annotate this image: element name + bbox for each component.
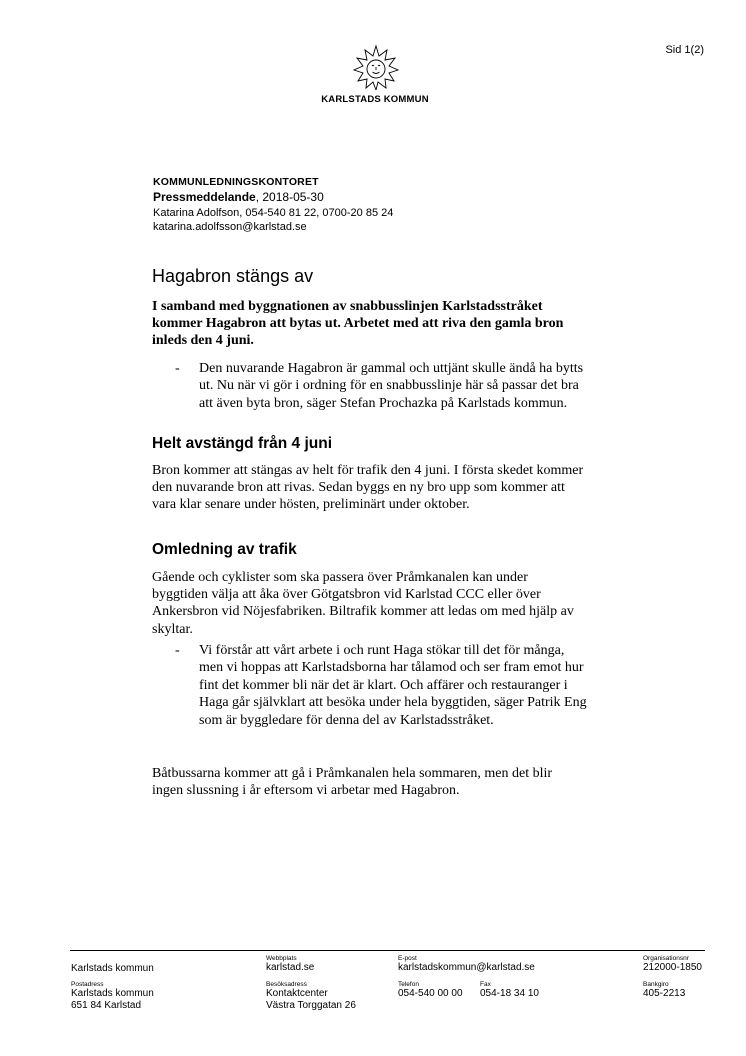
section-paragraph <box>152 462 642 514</box>
phone-value: 054-540 00 00 <box>398 988 463 999</box>
bankgiro-value: 405-2213 <box>643 988 686 999</box>
email-label: E-post <box>398 955 417 962</box>
phone-label: Telefon <box>398 981 419 988</box>
doc-type: Pressmeddelande <box>153 190 256 204</box>
fax-label: Fax <box>480 981 491 988</box>
paragraph-line: Bron kommer att stängas av helt för trafik den 4 juni. I första skedet kommer <box>152 463 584 478</box>
page-number: Sid 1(2) <box>665 44 704 56</box>
contact-line: Katarina Adolfson, 054-540 81 22, 0700-20 85 24 <box>153 207 394 219</box>
footer-website <box>266 955 314 974</box>
lead-line: kommer Hagabron att bytas ut. Arbetet med att riva den gamla bron <box>152 316 564 332</box>
visit-line: Kontaktcenter <box>266 988 328 999</box>
postal-line: 651 84 Karlstad <box>71 1000 142 1011</box>
section-heading: Helt avstängd från 4 juni <box>152 435 333 452</box>
section-heading: Omledning av trafik <box>152 541 297 558</box>
lead-paragraph <box>152 298 632 350</box>
bullet-dash: - <box>175 361 180 376</box>
footer-postal <box>71 981 154 1012</box>
paragraph-line: Båtbussarna kommer att gå i Pråmkanalen hela sommaren, men det blir <box>152 766 553 781</box>
footer-org <box>71 963 154 975</box>
visit-line: Västra Torggatan 26 <box>266 1000 356 1011</box>
postal-line: Karlstads kommun <box>71 988 154 999</box>
footer-fax <box>480 981 539 1000</box>
quote-line: fint det kommer bli när det är klart. Och affärer och restauranger i <box>199 677 568 693</box>
lead-line: inleds den 4 juni. <box>152 333 254 349</box>
press-release-line <box>153 190 324 204</box>
footer-orgnr <box>643 955 702 974</box>
footer-org-name: Karlstads kommun <box>71 963 154 974</box>
article-title: Hagabron stängs av <box>152 266 314 286</box>
quote-line: att även byta bron, säger Stefan Prochazka på Karlstads kommun. <box>199 395 568 411</box>
website-value[interactable]: karlstad.se <box>266 962 315 973</box>
paragraph-line: ingen slussning i år eftersom vi arbetar med Hagabron. <box>152 783 460 799</box>
release-date: , 2018-05-30 <box>255 190 324 204</box>
paragraph-line: Ankersbron vid Nöjesfabriken. Biltrafik kommer att ledas om med hjälp av <box>152 604 574 620</box>
organization-name: KARLSTADS KOMMUN <box>321 94 429 105</box>
footer-visit <box>266 981 356 1012</box>
section-paragraph <box>152 569 642 638</box>
bullet-dash: - <box>175 643 180 658</box>
paragraph-line: skyltar. <box>152 621 193 637</box>
bankgiro-label: Bankgiro <box>643 981 669 988</box>
quote-line: ut. Nu när vi gör i ordning för en snabbusslinje här så passar det bra <box>199 378 579 394</box>
quote-line: som är byggledare för denna del av Karlstadsstråket. <box>199 712 494 728</box>
orgnr-label: Organisationsnr <box>643 955 689 962</box>
contact-email[interactable]: katarina.adolfsson@karlstad.se <box>153 221 307 233</box>
karlstad-sun-logo <box>338 44 414 90</box>
quote-line: men vi hoppas att Karlstadsborna har tålamod och ser fram emot hur <box>199 660 584 676</box>
paragraph-line: vara klar senare under hösten, preliminärt under oktober. <box>152 497 470 513</box>
lead-line: I samband med byggnationen av snabbusslinjen Karlstadsstråket <box>152 299 543 314</box>
fax-value: 054-18 34 10 <box>480 988 539 999</box>
quote-line: Vi förstår att vårt arbete i och runt Haga stökar till det för många, <box>199 643 565 658</box>
postal-label: Postadress <box>71 981 104 988</box>
footer-email <box>398 955 535 974</box>
email-value[interactable]: karlstadskommun@karlstad.se <box>398 962 535 973</box>
closing-paragraph <box>152 765 642 799</box>
visit-label: Besöksadress <box>266 981 307 988</box>
paragraph-line: den nuvarande bron att rivas. Sedan byggs en ny bro upp som kommer att <box>152 480 565 496</box>
quote-line: Den nuvarande Hagabron är gammal och uttjänt skulle ändå ha bytts <box>199 361 584 376</box>
footer-divider <box>70 950 705 951</box>
office-name: KOMMUNLEDNINGSKONTORET <box>153 176 319 188</box>
quote-line: Haga går självklart att besöka under hela byggtiden, säger Patrik Eng <box>199 695 587 711</box>
paragraph-line: Gående och cyklister som ska passera över Pråmkanalen kan under <box>152 570 528 585</box>
paragraph-line: byggtiden välja att åka över Götgatsbron vid Karlstad CCC eller över <box>152 587 541 603</box>
footer-bankgiro <box>643 981 685 1000</box>
website-label: Webbplats <box>266 955 297 962</box>
footer-phone <box>398 981 463 1000</box>
orgnr-value: 212000-1850 <box>643 962 702 973</box>
